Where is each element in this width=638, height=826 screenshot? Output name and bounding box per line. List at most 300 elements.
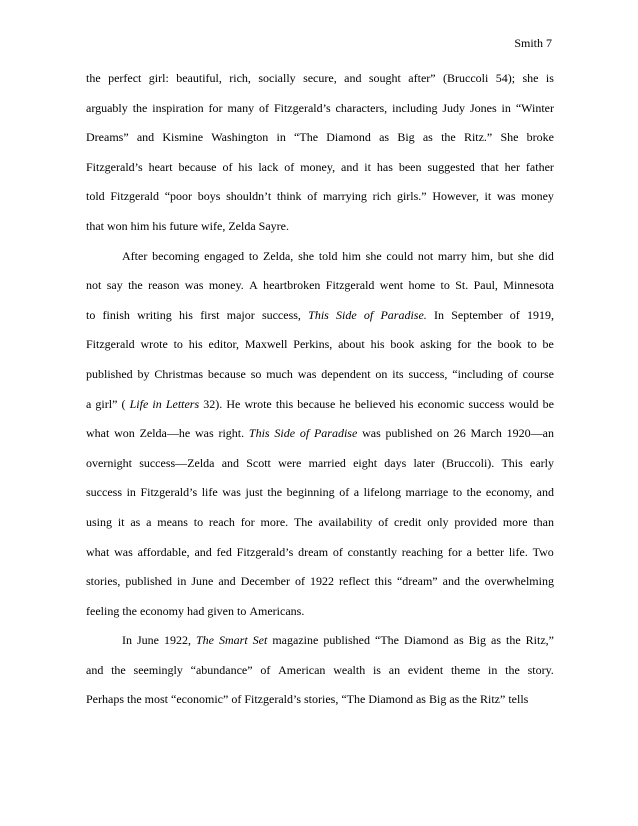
word: March bbox=[470, 426, 502, 441]
page-header bbox=[514, 36, 552, 51]
word: becoming bbox=[152, 248, 200, 263]
word: his bbox=[399, 396, 414, 411]
word: a bbox=[146, 514, 152, 529]
word: Perhaps bbox=[86, 692, 124, 707]
word: lack bbox=[258, 159, 279, 174]
word: wife, bbox=[201, 218, 226, 233]
word: “dream” bbox=[396, 574, 438, 589]
word: Fitzgerald’s bbox=[236, 544, 294, 559]
word: published bbox=[86, 366, 133, 381]
word: was bbox=[195, 426, 214, 441]
text-line bbox=[86, 656, 554, 686]
word: on bbox=[436, 426, 449, 441]
word: September bbox=[451, 307, 503, 322]
word: him bbox=[342, 248, 361, 263]
italic-word: Paradise. bbox=[380, 307, 427, 322]
word: early bbox=[530, 455, 554, 470]
word: of bbox=[231, 692, 242, 707]
word: his bbox=[188, 337, 203, 352]
word: just bbox=[245, 485, 263, 500]
text-line bbox=[86, 123, 554, 153]
word: success, bbox=[408, 366, 448, 381]
text-line bbox=[86, 360, 554, 390]
word: Ritz,” bbox=[525, 633, 554, 648]
word: on bbox=[375, 366, 388, 381]
text-line bbox=[86, 685, 554, 715]
word: was bbox=[114, 544, 133, 559]
word: 1922 bbox=[310, 574, 334, 589]
word: Paul, bbox=[473, 278, 498, 293]
word: writing bbox=[137, 307, 172, 322]
word: be bbox=[542, 396, 554, 411]
word: Zelda—he bbox=[139, 426, 191, 441]
word: this bbox=[374, 574, 392, 589]
word: editor, bbox=[208, 337, 240, 352]
word: suggested bbox=[427, 159, 475, 174]
italic-word: Letters bbox=[165, 396, 200, 411]
word: of bbox=[507, 366, 518, 381]
word: major bbox=[226, 307, 255, 322]
word: credit bbox=[394, 514, 422, 529]
word: be bbox=[542, 337, 554, 352]
word: it bbox=[484, 189, 492, 204]
word: of bbox=[509, 307, 520, 322]
word: success bbox=[86, 485, 122, 500]
word: has bbox=[376, 159, 393, 174]
word: this bbox=[275, 396, 294, 411]
word: of bbox=[222, 159, 233, 174]
word: June bbox=[137, 633, 159, 648]
word: better bbox=[476, 544, 505, 559]
word: “The bbox=[341, 692, 366, 707]
word: A bbox=[249, 278, 258, 293]
word: money. bbox=[208, 278, 244, 293]
word: days bbox=[384, 455, 407, 470]
word: characters, bbox=[335, 100, 388, 115]
word: told bbox=[318, 248, 338, 263]
word: father bbox=[525, 159, 554, 174]
word: been bbox=[398, 159, 422, 174]
word: asking bbox=[420, 337, 452, 352]
word: think bbox=[276, 189, 302, 204]
word: it bbox=[117, 514, 125, 529]
word: and bbox=[344, 71, 362, 85]
word: 26 bbox=[453, 426, 466, 441]
word: believed bbox=[354, 396, 396, 411]
word: Christmas bbox=[154, 366, 204, 381]
text-line bbox=[86, 212, 554, 242]
word: beginning bbox=[286, 485, 335, 500]
word: engaged bbox=[204, 248, 245, 263]
word: reach bbox=[208, 514, 235, 529]
word: after” bbox=[408, 71, 436, 85]
word: his bbox=[152, 218, 167, 233]
word: The bbox=[293, 514, 313, 529]
italic-word: Smart bbox=[219, 633, 248, 648]
word: it bbox=[364, 159, 371, 174]
word: more. bbox=[260, 514, 289, 529]
word: she bbox=[298, 248, 315, 263]
word: inspiration bbox=[152, 100, 204, 115]
body-text bbox=[86, 64, 554, 715]
word: Fitzgerald bbox=[110, 189, 160, 204]
word: girl” bbox=[95, 396, 118, 411]
italic-word: The bbox=[196, 633, 214, 648]
word: of bbox=[284, 159, 295, 174]
word: wrote bbox=[244, 396, 272, 411]
word: feeling bbox=[86, 603, 120, 618]
word: availability bbox=[318, 514, 373, 529]
word: the bbox=[128, 278, 143, 293]
word: However, bbox=[432, 189, 479, 204]
word: stories, bbox=[86, 574, 121, 589]
word: boys bbox=[197, 189, 221, 204]
word: shouldn’t bbox=[226, 189, 272, 204]
italic-word: Paradise bbox=[313, 426, 358, 441]
word: reaching bbox=[401, 544, 444, 559]
word: the bbox=[86, 71, 101, 85]
word: say bbox=[106, 278, 123, 293]
word: means bbox=[157, 514, 188, 529]
word: not bbox=[86, 278, 102, 293]
italic-word: Side bbox=[274, 426, 296, 441]
word: later bbox=[413, 455, 435, 470]
word: than bbox=[533, 514, 554, 529]
word: the bbox=[462, 692, 477, 707]
word: (Bruccoli). bbox=[441, 455, 495, 470]
word: marriage bbox=[405, 485, 449, 500]
word: an bbox=[388, 662, 401, 677]
word: as bbox=[491, 633, 501, 648]
word: evident bbox=[407, 662, 444, 677]
word: in bbox=[488, 662, 498, 677]
word: had bbox=[187, 603, 205, 618]
word: story. bbox=[527, 662, 554, 677]
word: was bbox=[362, 426, 381, 441]
text-line bbox=[86, 597, 554, 627]
word: of bbox=[259, 100, 270, 115]
word: his bbox=[178, 307, 193, 322]
word: theme bbox=[450, 662, 481, 677]
word: as bbox=[449, 692, 460, 707]
word: of bbox=[339, 485, 350, 500]
word: of bbox=[332, 544, 343, 559]
word: published bbox=[385, 426, 433, 441]
text-line bbox=[86, 567, 554, 597]
word: December bbox=[240, 574, 290, 589]
word: book bbox=[497, 337, 522, 352]
word: would bbox=[508, 396, 539, 411]
word: is bbox=[372, 662, 381, 677]
word: the bbox=[127, 692, 142, 707]
word: marry bbox=[437, 248, 467, 263]
word: 1920—an bbox=[506, 426, 554, 441]
word: future bbox=[169, 218, 199, 233]
word: Fitzgerald bbox=[86, 337, 135, 352]
word: “economic” bbox=[171, 692, 229, 707]
word: him bbox=[130, 218, 150, 233]
word: Two bbox=[532, 544, 554, 559]
word: for bbox=[208, 100, 223, 115]
word: socially bbox=[258, 71, 296, 85]
word: for bbox=[240, 514, 255, 529]
word: could bbox=[386, 248, 414, 263]
word: rich bbox=[372, 189, 392, 204]
word: and bbox=[136, 130, 155, 145]
word: provided bbox=[454, 514, 497, 529]
word: girls.” bbox=[396, 189, 427, 204]
word: most bbox=[144, 692, 169, 707]
word: She bbox=[500, 130, 519, 145]
text-line bbox=[86, 478, 554, 508]
word: won bbox=[107, 218, 128, 233]
word: Fitzgerald’s bbox=[244, 692, 301, 707]
word: and bbox=[194, 544, 212, 559]
word: she bbox=[365, 248, 382, 263]
word: eight bbox=[353, 455, 378, 470]
word: Perkins, bbox=[293, 337, 333, 352]
word: lifelong bbox=[363, 485, 401, 500]
word: success bbox=[468, 396, 505, 411]
word: success, bbox=[261, 307, 301, 322]
word: the bbox=[477, 337, 492, 352]
word: Jones bbox=[469, 100, 497, 115]
word: fed bbox=[216, 544, 232, 559]
word: Diamond bbox=[368, 692, 413, 707]
word: told bbox=[86, 189, 105, 204]
word: so bbox=[250, 366, 262, 381]
word: In bbox=[122, 633, 132, 648]
word: of bbox=[378, 514, 389, 529]
word: in bbox=[501, 100, 511, 115]
text-line bbox=[86, 301, 554, 331]
word: money bbox=[521, 189, 554, 204]
word: Zelda, bbox=[262, 248, 294, 263]
word: affordable, bbox=[137, 544, 190, 559]
word: a bbox=[353, 485, 360, 500]
word: Big bbox=[428, 692, 447, 707]
word: “The bbox=[294, 130, 319, 145]
word: only bbox=[427, 514, 449, 529]
word: in bbox=[126, 485, 136, 500]
word: Ritz.” bbox=[463, 130, 493, 145]
word: St. bbox=[455, 278, 469, 293]
word: secure, bbox=[303, 71, 337, 85]
italic-word: of bbox=[363, 307, 374, 322]
word: for bbox=[447, 544, 462, 559]
word: After bbox=[122, 248, 148, 263]
word: American bbox=[278, 662, 326, 677]
word: book bbox=[390, 337, 415, 352]
word: wrote bbox=[140, 337, 168, 352]
word: arguably bbox=[86, 100, 128, 115]
word: overwhelming bbox=[484, 574, 554, 589]
word: that bbox=[86, 218, 104, 233]
word: finish bbox=[102, 307, 130, 322]
word: was bbox=[222, 485, 241, 500]
word: Big bbox=[397, 130, 415, 145]
word: he bbox=[339, 396, 351, 411]
word: wealth bbox=[333, 662, 366, 677]
word: the bbox=[466, 485, 482, 500]
word: ( bbox=[121, 396, 126, 411]
italic-word: This bbox=[248, 426, 270, 441]
word: won bbox=[114, 426, 135, 441]
text-line bbox=[86, 390, 554, 420]
word: did bbox=[538, 248, 554, 263]
word: and bbox=[536, 485, 554, 500]
word: is bbox=[545, 71, 554, 85]
word: but bbox=[497, 248, 514, 263]
word: using bbox=[86, 514, 113, 529]
word: Kismine bbox=[162, 130, 204, 145]
word: and bbox=[218, 574, 236, 589]
word: what bbox=[86, 544, 110, 559]
word: Sayre. bbox=[258, 218, 289, 233]
word: and bbox=[221, 455, 240, 470]
word: in bbox=[177, 574, 187, 589]
italic-word: Side bbox=[336, 307, 357, 322]
word: 54); bbox=[495, 71, 516, 85]
word: was bbox=[184, 278, 204, 293]
word: and bbox=[341, 159, 359, 174]
word: to bbox=[440, 278, 450, 293]
word: Scott bbox=[246, 455, 271, 470]
word: of bbox=[260, 662, 271, 677]
word: heart bbox=[148, 159, 173, 174]
word: his bbox=[370, 337, 385, 352]
word: were bbox=[278, 455, 302, 470]
word: the bbox=[132, 100, 148, 115]
word: economic bbox=[417, 396, 465, 411]
word: He bbox=[226, 396, 241, 411]
italic-word: of bbox=[299, 426, 310, 441]
word: “Winter bbox=[515, 100, 554, 115]
word: because bbox=[297, 396, 336, 411]
word: because bbox=[207, 366, 246, 381]
word: course bbox=[522, 366, 554, 381]
word: marrying bbox=[322, 189, 367, 204]
word: reason bbox=[148, 278, 180, 293]
word: “poor bbox=[164, 189, 193, 204]
word: the bbox=[122, 603, 137, 618]
word: her bbox=[504, 159, 520, 174]
word: given bbox=[207, 603, 234, 618]
word: more bbox=[502, 514, 528, 529]
word: 1922, bbox=[164, 633, 191, 648]
word: in bbox=[276, 130, 286, 145]
word: first bbox=[200, 307, 220, 322]
word: his bbox=[238, 159, 253, 174]
word: its bbox=[392, 366, 404, 381]
text-line bbox=[86, 271, 554, 301]
word: him, bbox=[471, 248, 493, 263]
text-line bbox=[86, 449, 554, 479]
word: as bbox=[453, 633, 464, 648]
word: a bbox=[86, 396, 92, 411]
word: Ritz” bbox=[480, 692, 506, 707]
word: a bbox=[466, 544, 472, 559]
word: Minnesota bbox=[503, 278, 554, 293]
word: the bbox=[506, 633, 521, 648]
word: Maxwell bbox=[244, 337, 288, 352]
word: Diamond bbox=[403, 633, 449, 648]
text-line bbox=[86, 508, 554, 538]
word: not bbox=[417, 248, 434, 263]
word: tells bbox=[508, 692, 529, 707]
italic-word: This bbox=[308, 307, 329, 322]
word: Zelda bbox=[228, 218, 256, 233]
word: what bbox=[86, 426, 110, 441]
word: “including bbox=[452, 366, 503, 381]
word: overnight bbox=[86, 455, 132, 470]
text-line bbox=[86, 419, 554, 449]
word: Fitzgerald’s bbox=[140, 485, 198, 500]
word: Washington bbox=[211, 130, 269, 145]
word: right. bbox=[218, 426, 245, 441]
word: perfect bbox=[108, 71, 142, 85]
word: 32). bbox=[203, 396, 223, 411]
word: was bbox=[496, 189, 516, 204]
word: the bbox=[464, 574, 480, 589]
word: economy bbox=[140, 603, 184, 618]
word: many bbox=[227, 100, 255, 115]
word: “The bbox=[375, 633, 399, 648]
word: to bbox=[173, 337, 183, 352]
word: to bbox=[452, 485, 463, 500]
word: including bbox=[392, 100, 438, 115]
word: about bbox=[338, 337, 365, 352]
text-line bbox=[86, 242, 554, 272]
word: and bbox=[86, 662, 104, 677]
word: of bbox=[295, 574, 305, 589]
text-line bbox=[86, 330, 554, 360]
word: home bbox=[408, 278, 436, 293]
word: the bbox=[111, 662, 126, 677]
word: went bbox=[379, 278, 404, 293]
word: June bbox=[191, 574, 214, 589]
word: of bbox=[307, 189, 318, 204]
word: dependent bbox=[321, 366, 371, 381]
italic-word: in bbox=[152, 396, 162, 411]
word: to bbox=[237, 603, 247, 618]
word: published bbox=[125, 574, 173, 589]
word: to bbox=[86, 307, 96, 322]
word: In bbox=[434, 307, 444, 322]
word: Fitzgerald’s bbox=[273, 100, 331, 115]
word: as bbox=[130, 514, 141, 529]
word: and bbox=[442, 574, 460, 589]
word: as bbox=[415, 692, 426, 707]
word: beautiful, bbox=[176, 71, 222, 85]
word: economy, bbox=[485, 485, 533, 500]
word: Fitzgerald’s bbox=[86, 159, 143, 174]
word: success—Zelda bbox=[139, 455, 215, 470]
word: money, bbox=[300, 159, 336, 174]
word: was bbox=[297, 366, 317, 381]
word: girl: bbox=[148, 71, 169, 85]
word: as bbox=[379, 130, 390, 145]
italic-word: Life bbox=[129, 396, 149, 411]
italic-word: Set bbox=[252, 633, 268, 648]
word: 1919, bbox=[526, 307, 554, 322]
word: seemingly bbox=[133, 662, 183, 677]
word: This bbox=[501, 455, 523, 470]
word: sought bbox=[368, 71, 401, 85]
word: by bbox=[137, 366, 150, 381]
word: she bbox=[517, 248, 534, 263]
word: as bbox=[422, 130, 433, 145]
